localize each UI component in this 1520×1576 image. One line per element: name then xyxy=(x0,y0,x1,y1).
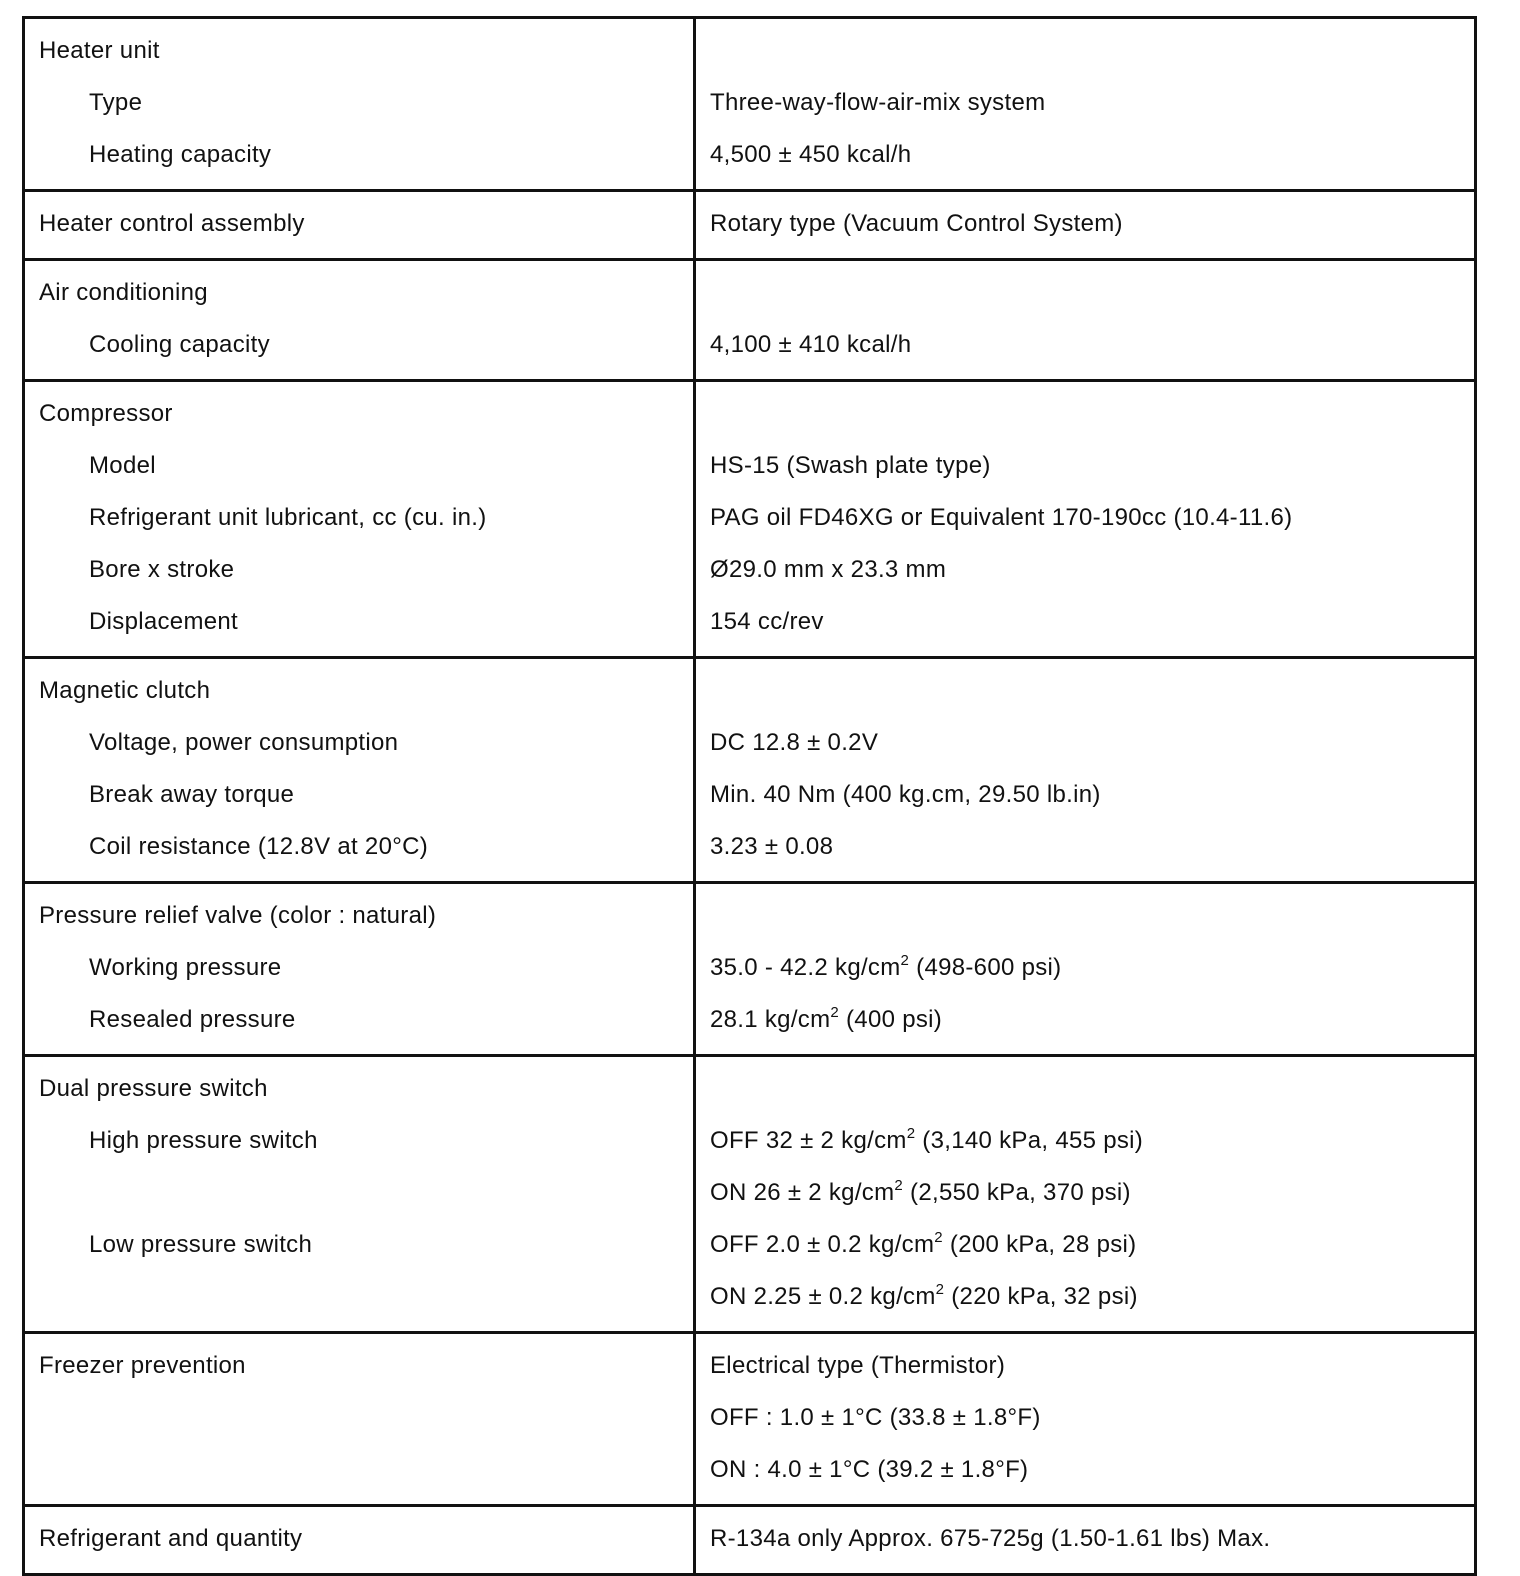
value-cell xyxy=(695,883,1476,1056)
item-label: Cooling capacity xyxy=(89,331,270,358)
section-heading: Heater unit xyxy=(39,37,160,64)
table-row-refrigerant-quantity xyxy=(24,1506,1476,1575)
table-row-heater-control xyxy=(24,191,1476,260)
item-value: DC 12.8 ± 0.2V xyxy=(710,729,879,756)
item-label xyxy=(39,1271,679,1323)
section-heading: Compressor xyxy=(39,400,173,427)
item-label: High pressure switch xyxy=(89,1127,318,1154)
label-cell xyxy=(24,1333,695,1506)
item-label: Low pressure switch xyxy=(89,1231,313,1258)
label-cell xyxy=(24,1506,695,1575)
section-heading: Pressure relief valve (color : natural) xyxy=(39,902,437,929)
item-label: Displacement xyxy=(89,608,238,635)
item-label: Refrigerant unit lubricant, cc (cu. in.) xyxy=(89,504,487,531)
value-cell xyxy=(695,1056,1476,1333)
item-value: Min. 40 Nm (400 kg.cm, 29.50 lb.in) xyxy=(710,781,1101,808)
item-value: 35.0 - 42.2 $kg/cm^2$ (498-600 psi) xyxy=(710,952,1062,981)
item-value: OFF 32 ± 2 $kg/cm^2$ (3,140 kPa, 455 psi) xyxy=(710,1125,1144,1154)
item-value: 4,100 ± 410 kcal/h xyxy=(710,331,912,358)
table-row-freezer-prevention xyxy=(24,1333,1476,1506)
section-heading: Heater control assembly xyxy=(39,210,305,237)
specification-table xyxy=(22,16,1477,1576)
label-cell xyxy=(24,191,695,260)
item-value: ON 2.25 ± 0.2 $kg/cm^2$ (220 kPa, 32 psi) xyxy=(710,1281,1138,1310)
item-value: PAG oil FD46XG or Equivalent 170-190cc (10.4-11.6) xyxy=(710,504,1293,531)
section-heading: Dual pressure switch xyxy=(39,1075,268,1102)
label-cell xyxy=(24,1056,695,1333)
label-cell xyxy=(24,18,695,191)
item-value: 154 cc/rev xyxy=(710,608,824,635)
item-label: Bore x stroke xyxy=(89,556,235,583)
value-cell xyxy=(695,191,1476,260)
table-row-air-conditioning xyxy=(24,260,1476,381)
item-value: 3.23 ± 0.08 xyxy=(710,833,834,860)
item-value: 28.1 $kg/cm^2$ (400 psi) xyxy=(710,1004,943,1033)
table-row-pressure-relief-valve xyxy=(24,883,1476,1056)
item-label: Voltage, power consumption xyxy=(89,729,399,756)
item-value: ON : 4.0 ± 1°C (39.2 ± 1.8°F) xyxy=(710,1456,1029,1483)
item-label: Break away torque xyxy=(89,781,295,808)
item-value: R-134a only Approx. 675-725g (1.50-1.61 lbs) Max. xyxy=(710,1525,1271,1552)
label-cell xyxy=(24,260,695,381)
table-row-dual-pressure-switch xyxy=(24,1056,1476,1333)
label-cell xyxy=(24,883,695,1056)
item-value: HS-15 (Swash plate type) xyxy=(710,452,991,479)
item-value xyxy=(710,267,1460,319)
item-label: Model xyxy=(89,452,156,479)
item-value xyxy=(710,388,1460,440)
value-cell xyxy=(695,381,1476,658)
value-cell xyxy=(695,260,1476,381)
item-label: Resealed pressure xyxy=(89,1006,296,1033)
value-cell xyxy=(695,1506,1476,1575)
value-cell xyxy=(695,658,1476,883)
item-label: Heating capacity xyxy=(89,141,272,168)
value-cell xyxy=(695,1333,1476,1506)
section-heading: Air conditioning xyxy=(39,279,208,306)
item-value: Ø29.0 mm x 23.3 mm xyxy=(710,556,947,583)
item-value xyxy=(710,25,1460,77)
item-label: Working pressure xyxy=(89,954,282,981)
section-heading: Magnetic clutch xyxy=(39,677,211,704)
table-row-heater-unit xyxy=(24,18,1476,191)
item-value: Three-way-flow-air-mix system xyxy=(710,89,1046,116)
item-label: Type xyxy=(89,89,143,116)
item-label xyxy=(39,1167,679,1219)
item-value: Rotary type (Vacuum Control System) xyxy=(710,210,1123,237)
section-heading: Freezer prevention xyxy=(39,1352,246,1379)
item-value xyxy=(710,1063,1460,1115)
label-cell xyxy=(24,381,695,658)
value-cell xyxy=(695,18,1476,191)
section-heading: Refrigerant and quantity xyxy=(39,1525,303,1552)
table-row-compressor xyxy=(24,381,1476,658)
item-value: Electrical type (Thermistor) xyxy=(710,1352,1006,1379)
item-value: OFF 2.0 ± 0.2 $kg/cm^2$ (200 kPa, 28 psi) xyxy=(710,1229,1137,1258)
table-row-magnetic-clutch xyxy=(24,658,1476,883)
item-value xyxy=(710,890,1460,942)
item-value: 4,500 ± 450 kcal/h xyxy=(710,141,912,168)
item-value: OFF : 1.0 ± 1°C (33.8 ± 1.8°F) xyxy=(710,1404,1041,1431)
item-label: Coil resistance (12.8V at 20°C) xyxy=(89,833,429,860)
label-cell xyxy=(24,658,695,883)
item-value: ON 26 ± 2 $kg/cm^2$ (2,550 kPa, 370 psi) xyxy=(710,1177,1131,1206)
item-value xyxy=(710,665,1460,717)
